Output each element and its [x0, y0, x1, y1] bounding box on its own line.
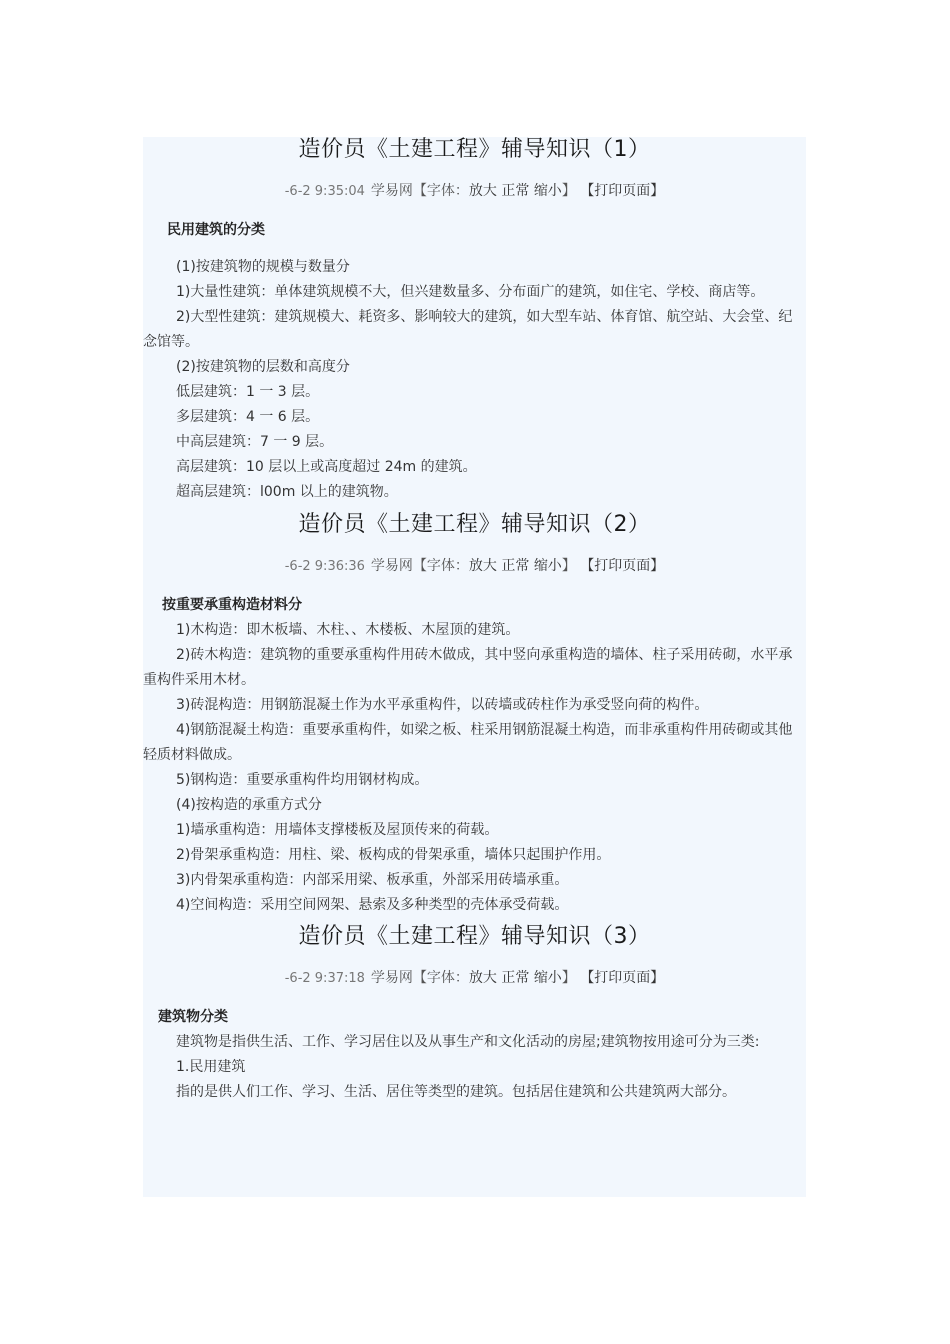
publish-date: -6-2 9:36:36 — [284, 559, 365, 574]
source-name: 学易网 — [370, 183, 413, 199]
font-large-link[interactable]: 放大 — [468, 970, 497, 986]
paragraph: 2)大型性建筑：建筑规模大、耗资多、影响较大的建筑，如大型车站、体育馆、航空站、大会堂、纪念馆等。 — [143, 309, 793, 350]
font-size-suffix: 】 — [561, 183, 576, 199]
paragraph: 5)钢构造：重要承重构件均用钢材构成。 — [176, 772, 429, 788]
font-normal-link[interactable]: 正常 — [501, 970, 530, 986]
font-size-suffix: 】 — [561, 558, 576, 574]
paragraph: 4)钢筋混凝土构造：重要承重构件，如梁之板、柱采用钢筋混凝土构造，而非承重构件用砖砌或其他轻质材料做成。 — [143, 722, 793, 763]
print-page-link[interactable]: 【打印页面】 — [580, 183, 665, 199]
font-large-link[interactable]: 放大 — [468, 183, 497, 199]
article-meta — [143, 181, 806, 218]
section-heading: 建筑物分类 — [158, 1009, 228, 1025]
paragraph: 4)空间构造：采用空间网架、悬索及多种类型的壳体承受荷载。 — [176, 897, 569, 913]
paragraph: 建筑物是指供生活、工作、学习居住以及从事生产和文化活动的房屋;建筑物按用途可分为三类: — [176, 1034, 760, 1050]
font-small-link[interactable]: 缩小 — [533, 970, 562, 986]
font-size-prefix: 【字体： — [412, 183, 469, 199]
paragraph: 低层建筑：1 一 3 层。 — [176, 384, 320, 400]
font-normal-link[interactable]: 正常 — [501, 183, 530, 199]
publish-date: -6-2 9:35:04 — [284, 184, 365, 199]
font-small-link[interactable]: 缩小 — [533, 183, 562, 199]
paragraph: (2)按建筑物的层数和高度分 — [176, 359, 350, 375]
paragraph: (1)按建筑物的规模与数量分 — [176, 259, 350, 275]
article-panel — [143, 137, 806, 1197]
paragraph: (4)按构造的承重方式分 — [176, 797, 322, 813]
paragraph: 指的是供人们工作、学习、生活、居住等类型的建筑。包括居住建筑和公共建筑两大部分。 — [176, 1084, 736, 1100]
paragraph: 3)砖混构造：用钢筋混凝土作为水平承重构件，以砖墙或砖柱作为承受竖向荷的构件。 — [176, 697, 709, 713]
paragraph: 1)墙承重构造：用墙体支撑楼板及屋顶传来的荷载。 — [176, 822, 499, 838]
article-section-1 — [143, 137, 806, 505]
paragraph: 2)骨架承重构造：用柱、梁、板构成的骨架承重，墙体只起围护作用。 — [176, 847, 611, 863]
article-meta — [143, 968, 806, 1005]
font-size-prefix: 【字体： — [412, 970, 469, 986]
print-page-link[interactable]: 【打印页面】 — [580, 558, 665, 574]
article-section-3 — [143, 924, 806, 1105]
paragraph: 3)内骨架承重构造：内部采用梁、板承重，外部采用砖墙承重。 — [176, 872, 569, 888]
source-name: 学易网 — [370, 558, 413, 574]
font-normal-link[interactable]: 正常 — [501, 558, 530, 574]
publish-date: -6-2 9:37:18 — [284, 971, 365, 986]
source-name: 学易网 — [370, 970, 413, 986]
font-small-link[interactable]: 缩小 — [533, 558, 562, 574]
article-meta — [143, 556, 806, 593]
font-size-prefix: 【字体： — [412, 558, 469, 574]
article-title: 造价员《土建工程》辅导知识（3） — [298, 924, 651, 949]
paragraph: 多层建筑：4 一 6 层。 — [176, 409, 320, 425]
paragraph: 超高层建筑：l00m 以上的建筑物。 — [176, 484, 398, 500]
section-heading: 按重要承重构造材料分 — [162, 597, 302, 613]
font-large-link[interactable]: 放大 — [468, 558, 497, 574]
article-title: 造价员《土建工程》辅导知识（2） — [298, 512, 651, 537]
section-heading: 民用建筑的分类 — [167, 222, 265, 238]
paragraph: 1)木构造：即木板墙、木柱、、木楼板、木屋顶的建筑。 — [176, 622, 520, 638]
paragraph: 1.民用建筑 — [176, 1059, 246, 1075]
paragraph: 2)砖木构造：建筑物的重要承重构件用砖木做成，其中竖向承重构造的墙体、柱子采用砖砌，水平承重构件采用木材。 — [143, 647, 793, 688]
paragraph: 高层建筑：10 层以上或高度超过 24m 的建筑。 — [176, 459, 477, 475]
print-page-link[interactable]: 【打印页面】 — [580, 970, 665, 986]
paragraph: 中高层建筑：7 一 9 层。 — [176, 434, 334, 450]
paragraph: 1)大量性建筑：单体建筑规模不大，但兴建数量多、分布面广的建筑，如住宅、学校、商店等。 — [176, 284, 765, 300]
article-title: 造价员《土建工程》辅导知识（1） — [298, 137, 651, 162]
font-size-suffix: 】 — [561, 970, 576, 986]
article-section-2 — [143, 512, 806, 918]
